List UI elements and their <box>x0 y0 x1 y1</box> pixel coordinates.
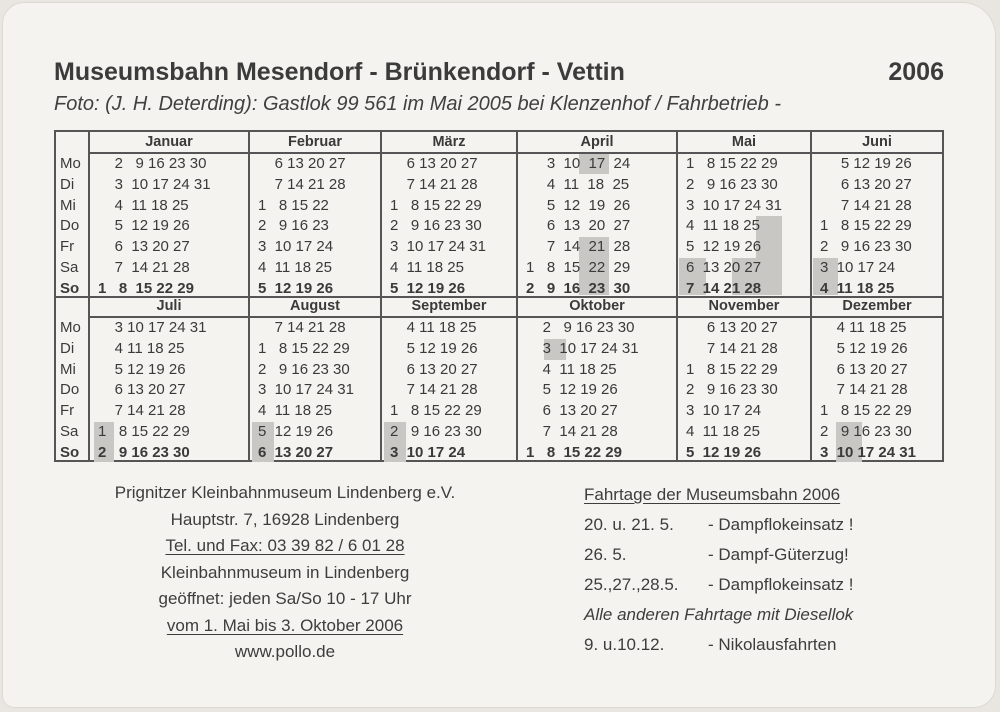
day-label: Sa <box>60 258 79 276</box>
schedule-entry <box>584 510 914 540</box>
month-name: August <box>250 296 380 318</box>
month-name: Februar <box>250 132 380 154</box>
week-row: 1 8 15 22 29 <box>820 217 912 235</box>
week-row: 1 8 15 22 29 <box>526 443 622 461</box>
week-row: 6 13 20 27 <box>820 360 908 378</box>
website-link[interactable]: www.pollo.de <box>234 642 336 661</box>
day-label: Sa <box>60 422 79 440</box>
week-row: 7 14 21 28 <box>258 319 346 336</box>
week-row: 6 13 20 27 <box>98 381 186 399</box>
week-row: 7 14 21 28 <box>98 258 190 276</box>
month-block <box>810 132 942 296</box>
day-label: Do <box>60 217 80 235</box>
museum-hours: geöffnet: jeden Sa/So 10 - 17 Uhr <box>158 589 412 608</box>
day-label: So <box>60 443 80 461</box>
week-row: 6 13 20 27 <box>258 155 346 172</box>
week-row: 2 9 16 23 30 <box>686 381 778 399</box>
week-row: 5 12 19 26 <box>820 155 912 172</box>
week-row: 3 10 17 24 31 <box>526 339 639 357</box>
month-name: September <box>382 296 516 318</box>
month-block <box>88 296 248 462</box>
schedule-date: 20. u. 21. 5. <box>584 515 674 534</box>
week-row: 5 12 19 26 <box>820 339 908 357</box>
week-row: 1 8 15 22 29 <box>820 402 912 420</box>
week-row: 4 11 18 25 <box>686 422 760 440</box>
week-row: 4 11 18 25 <box>390 258 464 276</box>
museum-season: vom 1. Mai bis 3. Oktober 2006 <box>166 615 404 635</box>
week-row: 5 12 19 26 <box>686 238 762 256</box>
week-row: 6 13 20 27 <box>820 175 912 193</box>
schedule-entry <box>584 630 914 660</box>
week-row: 3 10 17 24 31 <box>98 175 211 193</box>
week-row: 2 9 16 23 30 <box>390 217 482 235</box>
day-label: Fr <box>60 402 75 420</box>
week-row: 2 9 16 23 30 <box>526 279 631 297</box>
week-row: 6 13 20 27 <box>390 360 478 378</box>
week-row: 6 13 20 27 <box>258 443 334 461</box>
week-row: 3 10 17 24 <box>258 238 334 256</box>
week-row: 2 9 16 23 30 <box>686 175 778 193</box>
week-row: 4 11 18 25 <box>98 196 189 214</box>
week-row: 5 12 19 26 <box>98 360 186 378</box>
header <box>54 58 944 87</box>
schedule-event: - Dampflokeinsatz ! <box>708 575 854 594</box>
week-row: 3 10 17 24 <box>686 402 762 420</box>
week-row: 2 9 16 23 30 <box>390 422 482 440</box>
week-row: 4 11 18 25 <box>390 319 477 336</box>
week-row: 3 10 17 24 31 <box>820 443 916 461</box>
month-block <box>88 132 248 296</box>
schedule <box>584 480 914 660</box>
week-row: 5 12 19 26 <box>98 217 190 235</box>
week-row: 4 11 18 25 <box>526 175 630 193</box>
week-row: 4 11 18 25 <box>526 360 617 378</box>
museum-address: Hauptstr. 7, 16928 Lindenberg <box>170 509 400 529</box>
week-row: 1 8 15 22 29 <box>258 339 350 357</box>
week-row: 6 13 20 27 <box>390 155 478 172</box>
museum-name: Prignitzer Kleinbahnmuseum Lindenberg e.V. <box>114 483 456 502</box>
week-row: 1 8 15 22 29 <box>526 258 631 276</box>
schedule-date: 9. u.10.12. <box>584 635 665 654</box>
month-block <box>380 132 516 296</box>
schedule-entry <box>584 570 914 600</box>
day-labels-top <box>56 154 88 300</box>
month-name: Januar <box>90 132 248 154</box>
month-name: Dezember <box>812 296 942 318</box>
month-block <box>676 132 810 296</box>
week-row: 3 10 17 24 <box>390 443 466 461</box>
week-row: 5 12 19 26 <box>258 422 334 440</box>
week-row: 1 8 15 22 29 <box>98 422 190 440</box>
month-block <box>248 296 380 462</box>
week-row: 7 14 21 28 <box>390 175 478 193</box>
week-row: 1 8 15 22 29 <box>390 402 482 420</box>
month-block <box>380 296 516 462</box>
week-row: 7 14 21 28 <box>526 422 618 440</box>
week-row: 1 8 15 22 29 <box>686 155 778 172</box>
week-row: 4 11 18 25 <box>258 402 332 420</box>
title: Museumsbahn Mesendorf - Brünkendorf - Vettin <box>54 58 625 86</box>
week-row: 4 11 18 25 <box>98 339 185 357</box>
week-row: 2 9 16 23 30 <box>98 443 190 461</box>
month-name: Oktober <box>518 296 676 318</box>
week-row: 7 14 21 28 <box>526 238 631 256</box>
week-row: 1 8 15 22 29 <box>686 360 778 378</box>
schedule-event: - Dampflokeinsatz ! <box>708 515 854 534</box>
month-name: April <box>518 132 676 154</box>
week-row: 6 13 20 27 <box>526 217 631 235</box>
schedule-heading: Fahrtage der Museumsbahn 2006 <box>584 485 841 504</box>
month-block <box>810 296 942 462</box>
week-row: 5 12 19 26 <box>390 339 478 357</box>
week-row: 7 14 21 28 <box>820 381 908 399</box>
day-label: Mo <box>60 319 81 336</box>
week-row: 1 8 15 22 <box>258 196 329 214</box>
week-row: 3 10 17 24 31 <box>98 319 207 336</box>
schedule-event: - Nikolausfahrten <box>708 635 837 654</box>
day-label: Mi <box>60 196 76 214</box>
day-label: So <box>60 279 80 297</box>
week-row: 2 9 16 23 30 <box>258 360 350 378</box>
week-row: 2 9 16 23 30 <box>820 238 912 256</box>
week-row: 5 12 19 26 <box>686 443 762 461</box>
week-row: 7 14 21 28 <box>820 196 912 214</box>
week-row: 1 8 15 22 29 <box>390 196 482 214</box>
week-row: 3 10 17 24 31 <box>390 238 486 256</box>
museum-info <box>62 480 508 666</box>
week-row: 6 13 20 27 <box>686 319 778 336</box>
calendar-grid <box>54 130 944 462</box>
day-label: Mi <box>60 360 76 378</box>
week-row: 2 9 16 23 30 <box>820 422 912 440</box>
day-label: Di <box>60 175 75 193</box>
week-row: 5 12 19 26 <box>526 196 631 214</box>
month-block <box>516 132 676 296</box>
week-row: 5 12 19 26 <box>526 381 618 399</box>
week-row: 4 11 18 25 <box>820 279 895 297</box>
week-row: 2 9 16 23 30 <box>98 155 207 172</box>
week-row: 3 10 17 24 <box>820 258 896 276</box>
week-row: 3 10 17 24 31 <box>686 196 782 214</box>
schedule-date: 25.,27.,28.5. <box>584 575 679 594</box>
subtitle: Foto: (J. H. Deterding): Gastlok 99 561 im Mai 2005 bei Klenzenhof / Fahrbetrieb - <box>54 93 782 115</box>
week-row: 7 14 21 28 <box>258 175 346 193</box>
day-label: Do <box>60 381 80 399</box>
calendar-card <box>2 2 996 708</box>
month-name: Juni <box>812 132 942 154</box>
week-row: 4 11 18 25 <box>686 217 760 235</box>
week-row: 7 14 21 28 <box>686 339 778 357</box>
week-row: 5 12 19 26 <box>258 279 334 297</box>
week-row: 7 14 21 28 <box>686 279 762 297</box>
schedule-event: - Dampf-Güterzug! <box>708 545 849 564</box>
museum-phone: Tel. und Fax: 03 39 82 / 6 01 28 <box>165 536 405 555</box>
week-row: 6 13 20 27 <box>686 258 762 276</box>
schedule-date: 26. 5. <box>584 545 627 564</box>
month-block <box>676 296 810 462</box>
schedule-entry <box>584 540 914 570</box>
museum-location: Kleinbahnmuseum in Lindenberg <box>160 562 410 582</box>
week-row: 2 9 16 23 <box>258 217 329 235</box>
week-row: 4 11 18 25 <box>258 258 332 276</box>
month-name: November <box>678 296 810 318</box>
week-row: 2 9 16 23 30 <box>526 319 635 336</box>
year: 2006 <box>888 58 944 86</box>
week-row: 5 12 19 26 <box>390 279 466 297</box>
month-block <box>248 132 380 296</box>
day-label: Mo <box>60 155 81 172</box>
week-row: 7 14 21 28 <box>98 402 186 420</box>
week-row: 6 13 20 27 <box>526 402 618 420</box>
day-labels-bottom <box>56 318 88 464</box>
week-row: 7 14 21 28 <box>390 381 478 399</box>
month-name: März <box>382 132 516 154</box>
week-row: 3 10 17 24 31 <box>258 381 354 399</box>
day-label: Fr <box>60 238 75 256</box>
week-row: 3 10 17 24 <box>526 155 631 172</box>
week-row: 6 13 20 27 <box>98 238 190 256</box>
day-label: Di <box>60 339 75 357</box>
month-name: Juli <box>90 296 248 318</box>
month-block <box>516 296 676 462</box>
month-name: Mai <box>678 132 810 154</box>
week-row: 1 8 15 22 29 <box>98 279 194 297</box>
week-row: 4 11 18 25 <box>820 319 907 336</box>
schedule-note: Alle anderen Fahrtage mit Diesellok <box>584 605 854 624</box>
